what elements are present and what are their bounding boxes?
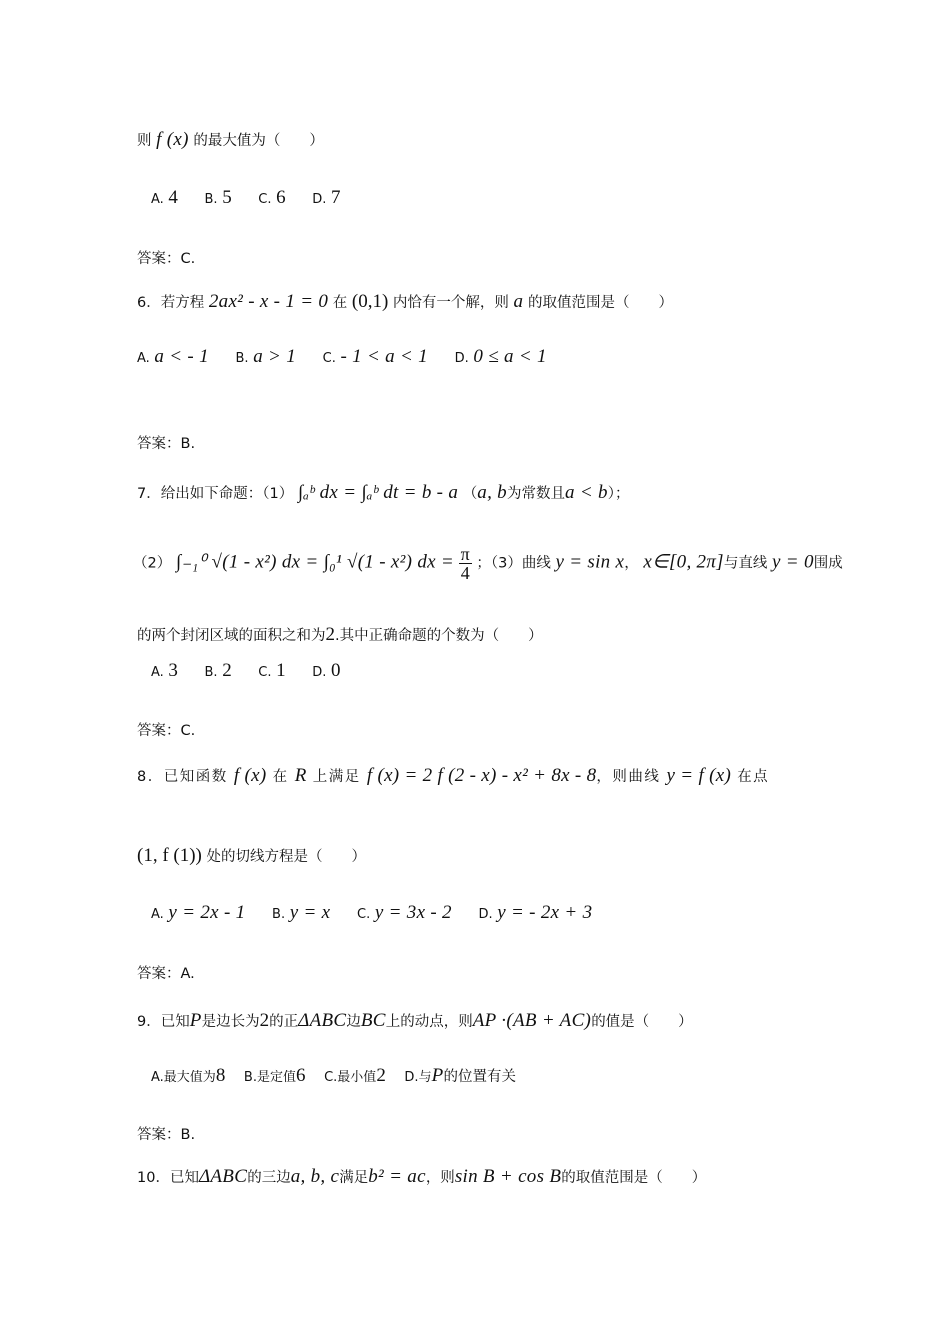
q6-option-d[interactable] bbox=[455, 347, 547, 369]
option-value: 1 bbox=[276, 660, 286, 681]
option-value: 8 bbox=[215, 1065, 226, 1086]
q5-stem bbox=[137, 130, 324, 151]
q8-option-c[interactable] bbox=[357, 903, 452, 925]
option-suffix: 的位置有关 bbox=[443, 1069, 516, 1085]
option-value: 4 bbox=[168, 187, 178, 208]
q10-number: 10．已知 bbox=[137, 1170, 199, 1186]
q7-condition: a < b bbox=[564, 482, 608, 503]
q6-stem bbox=[137, 292, 673, 313]
q6-text: 的取值范围是（ ） bbox=[527, 295, 673, 311]
option-label: C.最小值 bbox=[324, 1070, 377, 1085]
option-label: A. bbox=[151, 665, 164, 680]
option-value: 3 bbox=[168, 660, 178, 681]
q7-proposition-2: ∫₋₁⁰ √(1 - x²) dx = ∫₀¹ √(1 - x²) dx = bbox=[175, 551, 455, 573]
q6-text: 内恰有一个解，则 bbox=[392, 295, 509, 311]
q8-options bbox=[151, 903, 614, 925]
q9-text: 是边长为 bbox=[201, 1014, 260, 1030]
q9-text: 的正 bbox=[269, 1014, 299, 1030]
q9-expression: AP ·(AB + AC) bbox=[472, 1010, 592, 1031]
q9-point: P bbox=[189, 1010, 202, 1031]
option-label: D. bbox=[312, 192, 327, 207]
q7-vars: a, b bbox=[477, 482, 507, 503]
option-label: C. bbox=[258, 192, 272, 207]
q9-option-d[interactable] bbox=[404, 1066, 516, 1088]
q6-option-b[interactable] bbox=[236, 347, 297, 369]
option-label: C. bbox=[258, 665, 272, 680]
option-value: a > 1 bbox=[253, 346, 297, 367]
option-value: - 1 < a < 1 bbox=[340, 346, 428, 367]
q10-text: 的取值范围是（ ） bbox=[561, 1170, 707, 1186]
option-value: 2 bbox=[222, 660, 232, 681]
q7-line1 bbox=[137, 483, 630, 504]
option-value: 6 bbox=[276, 187, 286, 208]
q7-value: 2 bbox=[325, 624, 335, 645]
q7-text: （2） bbox=[133, 555, 172, 572]
q7-text: 围成 bbox=[813, 555, 843, 572]
q7-option-c[interactable] bbox=[258, 661, 285, 683]
q9-option-c[interactable] bbox=[324, 1066, 386, 1088]
q7-options bbox=[151, 661, 363, 683]
q8-point: (1, f (1)) bbox=[137, 845, 202, 866]
q8-function: f (x) bbox=[233, 765, 267, 786]
q10-triangle: ΔABC bbox=[198, 1166, 248, 1187]
q9-option-b[interactable] bbox=[244, 1066, 306, 1088]
q9-text: 的值是（ ） bbox=[591, 1014, 693, 1030]
option-value: 7 bbox=[331, 187, 341, 208]
fraction-denominator: 4 bbox=[460, 563, 470, 583]
q7-text: 为常数且 bbox=[506, 486, 565, 502]
q7-text: 与直线 bbox=[723, 555, 768, 572]
q8-text: 处的切线方程是（ ） bbox=[206, 849, 366, 865]
option-label: D. bbox=[454, 351, 469, 366]
option-value: a < - 1 bbox=[154, 346, 209, 367]
q8-option-d[interactable] bbox=[478, 903, 592, 925]
option-value: y = 2x - 1 bbox=[168, 902, 246, 923]
option-label: D. bbox=[312, 665, 327, 680]
q9-text: 上的动点，则 bbox=[385, 1014, 473, 1030]
q6-text: 在 bbox=[332, 295, 348, 311]
q8-curve: y = f (x) bbox=[666, 765, 732, 786]
q9-side: BC bbox=[360, 1010, 386, 1031]
q10-text: 满足 bbox=[339, 1170, 369, 1186]
option-label: D.与 bbox=[404, 1070, 432, 1085]
q10-vars: a, b, c bbox=[290, 1166, 340, 1187]
q7-line3 bbox=[137, 625, 543, 646]
q7-line: y = 0 bbox=[771, 551, 814, 573]
option-label: B. bbox=[204, 665, 218, 680]
q5-option-a[interactable] bbox=[151, 188, 178, 210]
q7-text: ， bbox=[624, 555, 639, 572]
option-label: A. bbox=[151, 907, 164, 922]
q9-text: 边 bbox=[346, 1014, 361, 1030]
option-value: P bbox=[431, 1065, 444, 1086]
q5-stem-post: 的最大值为（ ） bbox=[193, 133, 324, 149]
q9-options bbox=[151, 1066, 538, 1088]
option-label: B. bbox=[272, 907, 286, 922]
option-value: 6 bbox=[295, 1065, 306, 1086]
q7-fraction bbox=[459, 545, 472, 582]
q5-option-c[interactable] bbox=[258, 188, 285, 210]
q7-proposition-1: ∫ₐᵇ dx = ∫ₐᵇ dt = b - a bbox=[297, 482, 459, 503]
q8-domain: R bbox=[294, 765, 307, 786]
q5-options bbox=[151, 188, 363, 210]
q7-option-d[interactable] bbox=[312, 661, 340, 683]
q8-equation: f (x) = 2 f (2 - x) - x² + 8x - 8 bbox=[366, 765, 597, 786]
q6-options bbox=[137, 347, 569, 369]
q5-answer: 答案：C. bbox=[137, 251, 196, 267]
option-value: y = x bbox=[289, 902, 331, 923]
q8-text: 在 bbox=[272, 769, 289, 785]
q8-answer: 答案：A. bbox=[137, 966, 195, 982]
option-label: C. bbox=[357, 907, 371, 922]
q9-number: 9．已知 bbox=[137, 1014, 190, 1030]
q7-domain: x∈[0, 2π] bbox=[643, 551, 724, 573]
q9-stem bbox=[137, 1011, 693, 1032]
q7-text: ；（3）曲线 bbox=[476, 555, 551, 572]
q7-curve: y = sin x bbox=[555, 551, 625, 573]
option-label: B. bbox=[235, 351, 249, 366]
q8-line1 bbox=[137, 766, 769, 787]
option-label: B.是定值 bbox=[243, 1070, 296, 1085]
option-value: 0 bbox=[331, 660, 341, 681]
option-label: B. bbox=[204, 192, 218, 207]
q7-answer: 答案：C. bbox=[137, 723, 196, 739]
q7-option-b[interactable] bbox=[205, 661, 232, 683]
q6-interval: (0,1) bbox=[351, 291, 389, 312]
option-label: A. bbox=[137, 351, 150, 366]
q6-number: 6．若方程 bbox=[137, 295, 205, 311]
option-label: D. bbox=[478, 907, 493, 922]
q8-option-a[interactable] bbox=[151, 903, 245, 925]
q6-answer: 答案：B. bbox=[137, 436, 196, 452]
fraction-numerator: π bbox=[460, 544, 470, 564]
q7-text: .其中正确命题的个数为（ ） bbox=[335, 628, 543, 644]
q10-text: 的三边 bbox=[247, 1170, 291, 1186]
q10-stem bbox=[137, 1167, 706, 1188]
option-label: C. bbox=[322, 351, 336, 366]
q7-number: 7．给出如下命题：（1） bbox=[137, 486, 294, 502]
option-value: 2 bbox=[376, 1065, 386, 1086]
q5-option-b[interactable] bbox=[205, 188, 232, 210]
q7-option-a[interactable] bbox=[151, 661, 178, 683]
q5-stem-pre: 则 bbox=[137, 133, 152, 149]
q6-var: a bbox=[513, 291, 524, 312]
option-value: 0 ≤ a < 1 bbox=[473, 346, 547, 367]
q6-equation: 2ax² - x - 1 = 0 bbox=[208, 291, 329, 312]
option-value: y = 3x - 2 bbox=[374, 902, 452, 923]
q7-text: 的两个封闭区域的面积之和为 bbox=[137, 628, 326, 644]
q10-expression: sin B + cos B bbox=[454, 1166, 562, 1187]
q6-option-a[interactable] bbox=[137, 347, 209, 369]
q9-triangle: ΔABC bbox=[298, 1010, 347, 1031]
q5-option-d[interactable] bbox=[312, 188, 340, 210]
q9-option-a[interactable] bbox=[151, 1066, 225, 1088]
q9-answer: 答案：B. bbox=[137, 1127, 196, 1143]
option-value: 5 bbox=[222, 187, 232, 208]
option-label: A.最大值为 bbox=[151, 1070, 216, 1085]
q8-text: 在点 bbox=[737, 769, 770, 785]
q8-text: 上满足 bbox=[312, 769, 361, 785]
q10-condition: b² = ac bbox=[368, 1166, 426, 1187]
q9-length: 2 bbox=[259, 1010, 270, 1031]
q10-text: ，则 bbox=[425, 1170, 455, 1186]
q7-text: ）； bbox=[607, 486, 630, 502]
option-label: A. bbox=[151, 192, 164, 207]
q6-option-c[interactable] bbox=[323, 347, 428, 369]
q5-stem-math: f (x) bbox=[156, 129, 189, 150]
q8-line2 bbox=[137, 846, 366, 867]
q8-number: 8．已知函数 bbox=[137, 769, 228, 785]
q8-text: ，则曲线 bbox=[596, 769, 661, 785]
q7-text: （ bbox=[462, 486, 478, 502]
q8-option-b[interactable] bbox=[272, 903, 330, 925]
q7-line2 bbox=[133, 545, 843, 582]
option-value: y = - 2x + 3 bbox=[497, 902, 593, 923]
